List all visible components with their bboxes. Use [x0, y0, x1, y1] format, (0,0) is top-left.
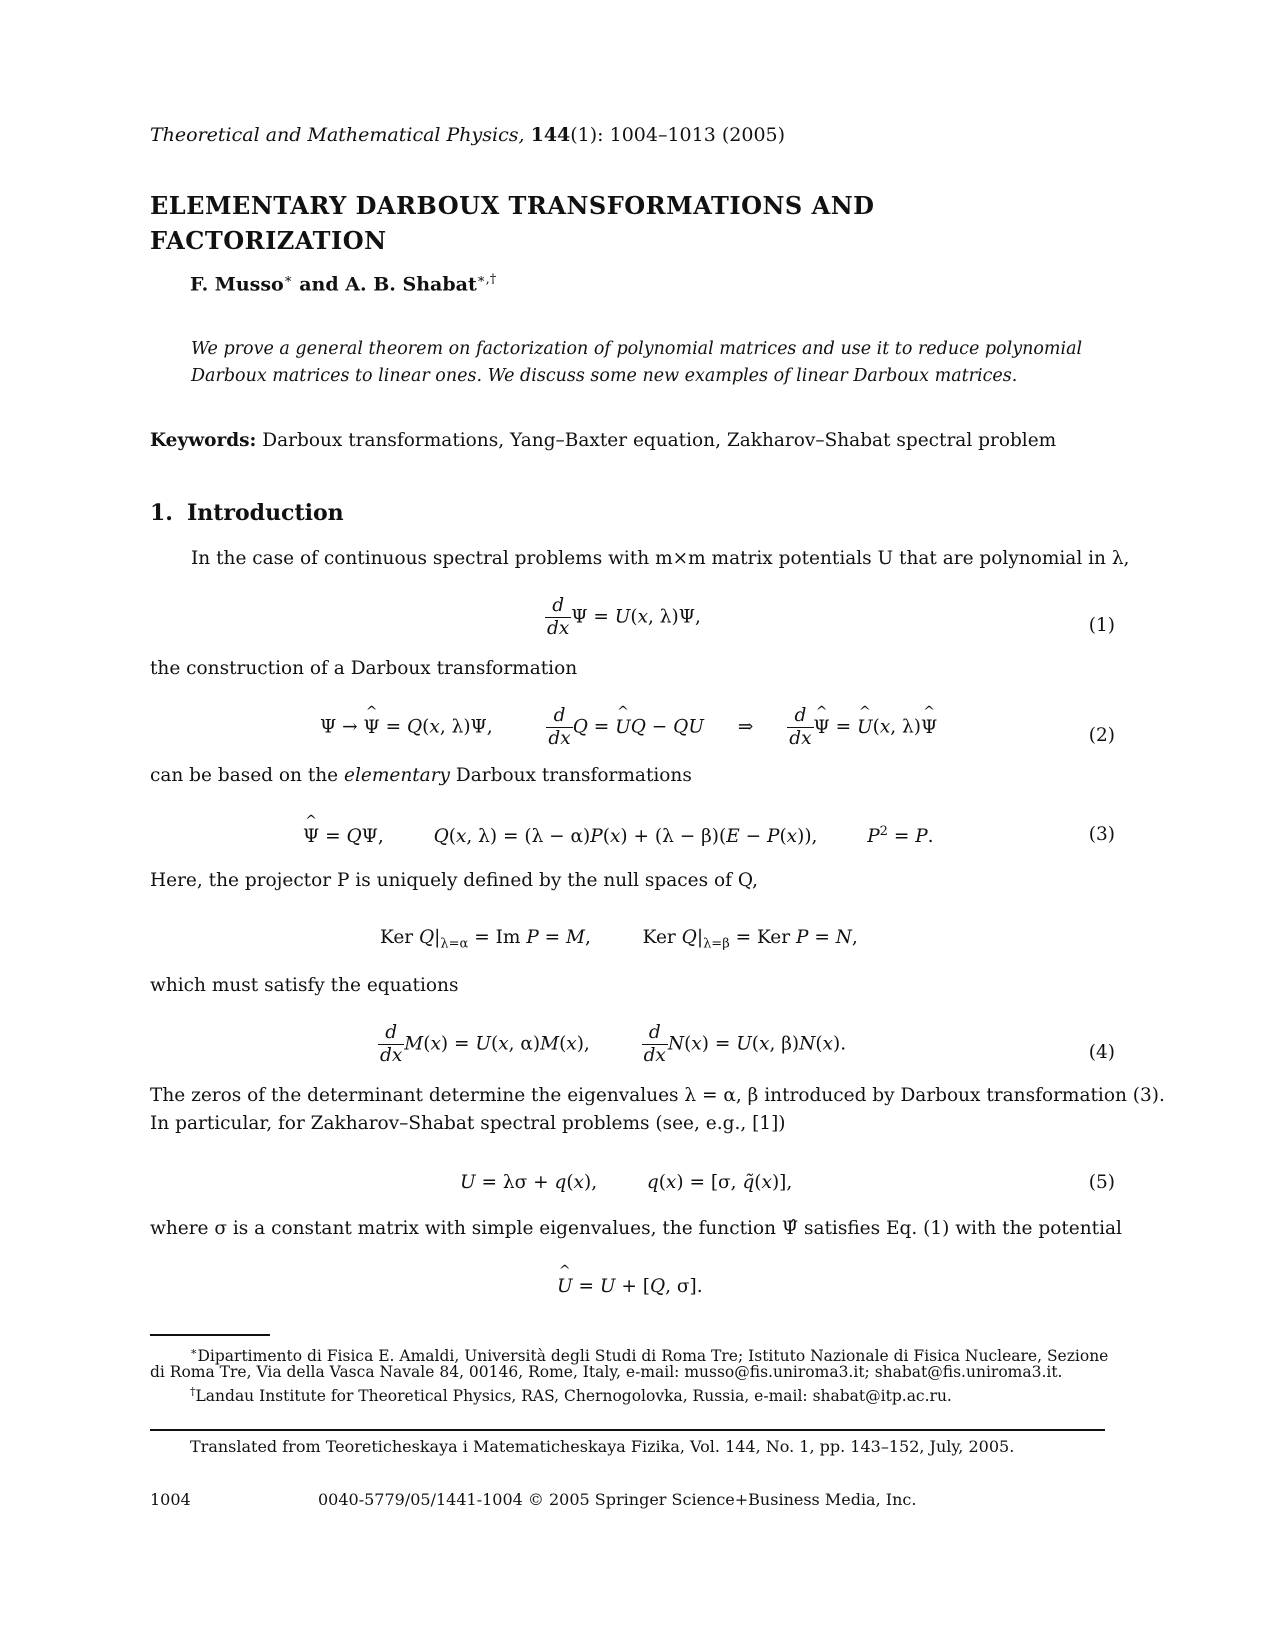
- equation-number: (4): [1088, 1042, 1115, 1063]
- bottom-rule: [150, 1429, 1105, 1431]
- section-number: 1.: [150, 500, 173, 526]
- page-number: 1004: [150, 1490, 191, 1509]
- equation-5: U = λσ + q(x), q(x) = [σ, q̃(x)],: [460, 1172, 793, 1193]
- author-affiliation-mark: ∗,†: [476, 272, 497, 287]
- text-segment: Darboux transformations: [455, 765, 692, 786]
- text-segment: can be based on the: [150, 765, 339, 786]
- footnote-mark: †: [190, 1385, 196, 1398]
- section-heading: [150, 500, 344, 526]
- footnote-text: Landau Institute for Theoretical Physics, RAS, Chernogolovka, Russia, e-mail: shabat@itp.ac.ru.: [195, 1387, 952, 1406]
- paragraph: In the case of continuous spectral problems with m×m matrix potentials U that are polynomial in λ,: [191, 548, 1130, 569]
- authors: [190, 272, 496, 295]
- journal-volume: 144: [530, 124, 571, 146]
- equation-4: $\frac{d}{dx}$ M(x) = U(x, α)M(x), $\frac{d}{dx}$ N(x) = U(x, β)N(x).: [380, 1022, 847, 1066]
- paragraph: the construction of a Darboux transformation: [150, 658, 578, 679]
- footnote-rule: [150, 1334, 270, 1336]
- footnote-mark: ∗: [190, 1345, 198, 1358]
- section-title: Introduction: [186, 500, 344, 526]
- equation-number: (3): [1088, 824, 1115, 845]
- journal-issue-pages: (1): 1004–1013 (2005): [570, 124, 786, 146]
- keywords: [150, 430, 1056, 451]
- paper-title: ELEMENTARY DARBOUX TRANSFORMATIONS AND FACTORIZATION: [150, 191, 875, 255]
- author-name: F. Musso: [190, 273, 284, 296]
- footnote-text: Dipartimento di Fisica E. Amaldi, Università degli Studi di Roma Tre; Istituto Nazionale di Fisica Nucleare, Sezione: [197, 1347, 1109, 1366]
- journal-name: Theoretical and Mathematical Physics,: [150, 124, 525, 146]
- author-conjunction: and: [299, 273, 339, 296]
- footnote-1-cont: di Roma Tre, Via della Vasca Navale 84, 00146, Rome, Italy, e-mail: musso@fis.uniroma3.it; shabat@fis.uniroma3.it.: [150, 1363, 1063, 1381]
- equation-2: Ψ → ^ Ψ = Q(x, λ)Ψ, $\frac{d}{dx}$ Q = ^ UQ − QU ⇒ $\frac{d}{dx}$ ^ Ψ = ^ U(x, λ)^ Ψ: [320, 705, 937, 750]
- abstract: We prove a general theorem on factorization of polynomial matrices and use it to reduce polynomial Darboux matrices to linear ones. We discuss some new examples of linear Darboux matrices.: [191, 339, 1083, 386]
- equation-3: ^ Ψ = QΨ, Q(x, λ) = (λ − α)P(x) + (λ − β)(E − P(x)), $P^2 = P$.: [303, 824, 934, 847]
- author-affiliation-mark: ∗: [283, 272, 293, 287]
- paragraph: where σ is a constant matrix with simple eigenvalues, the function Ψ̂ satisfies Eq. (1) with the potential: [150, 1218, 1122, 1239]
- equation-potential: ^ U = U + [Q, σ].: [557, 1276, 703, 1297]
- paragraph: [150, 765, 692, 786]
- keywords-label: Keywords:: [150, 430, 257, 451]
- equation-kernel: Ker $Q|_{\lambda=\alpha} = Im$ P = M, Ker $Q|_{\lambda=\beta}$ = Ker P = N,: [380, 927, 858, 952]
- paragraph-line: In particular, for Zakharov–Shabat spectral problems (see, e.g., [1]): [150, 1113, 786, 1134]
- emphasis: elementary: [344, 765, 451, 786]
- paragraph: which must satisfy the equations: [150, 975, 459, 996]
- footnote-2: [190, 1382, 952, 1406]
- paragraph-line: The zeros of the determinant determine the eigenvalues λ = α, β introduced by Darboux transformation (3).: [150, 1085, 1165, 1106]
- equation-number: (1): [1088, 615, 1115, 636]
- paragraph: Here, the projector P is uniquely defined by the null spaces of Q,: [150, 870, 758, 891]
- translation-note: Translated from Teoreticheskaya i Matematicheskaya Fizika, Vol. 144, No. 1, pp. 143–152, July, 2005.: [190, 1437, 1015, 1456]
- keywords-text: Darboux transformations, Yang–Baxter equation, Zakharov–Shabat spectral problem: [262, 430, 1057, 451]
- equation-number: (5): [1088, 1172, 1115, 1193]
- equation-1: $\frac{d}{dx}$ Ψ = U(x, λ)Ψ,: [547, 595, 701, 639]
- equation-number: (2): [1088, 725, 1115, 746]
- author-name: A. B. Shabat: [345, 273, 477, 296]
- journal-citation: [150, 124, 785, 146]
- copyright-line: 0040-5779/05/1441-1004 © 2005 Springer Science+Business Media, Inc.: [318, 1490, 917, 1509]
